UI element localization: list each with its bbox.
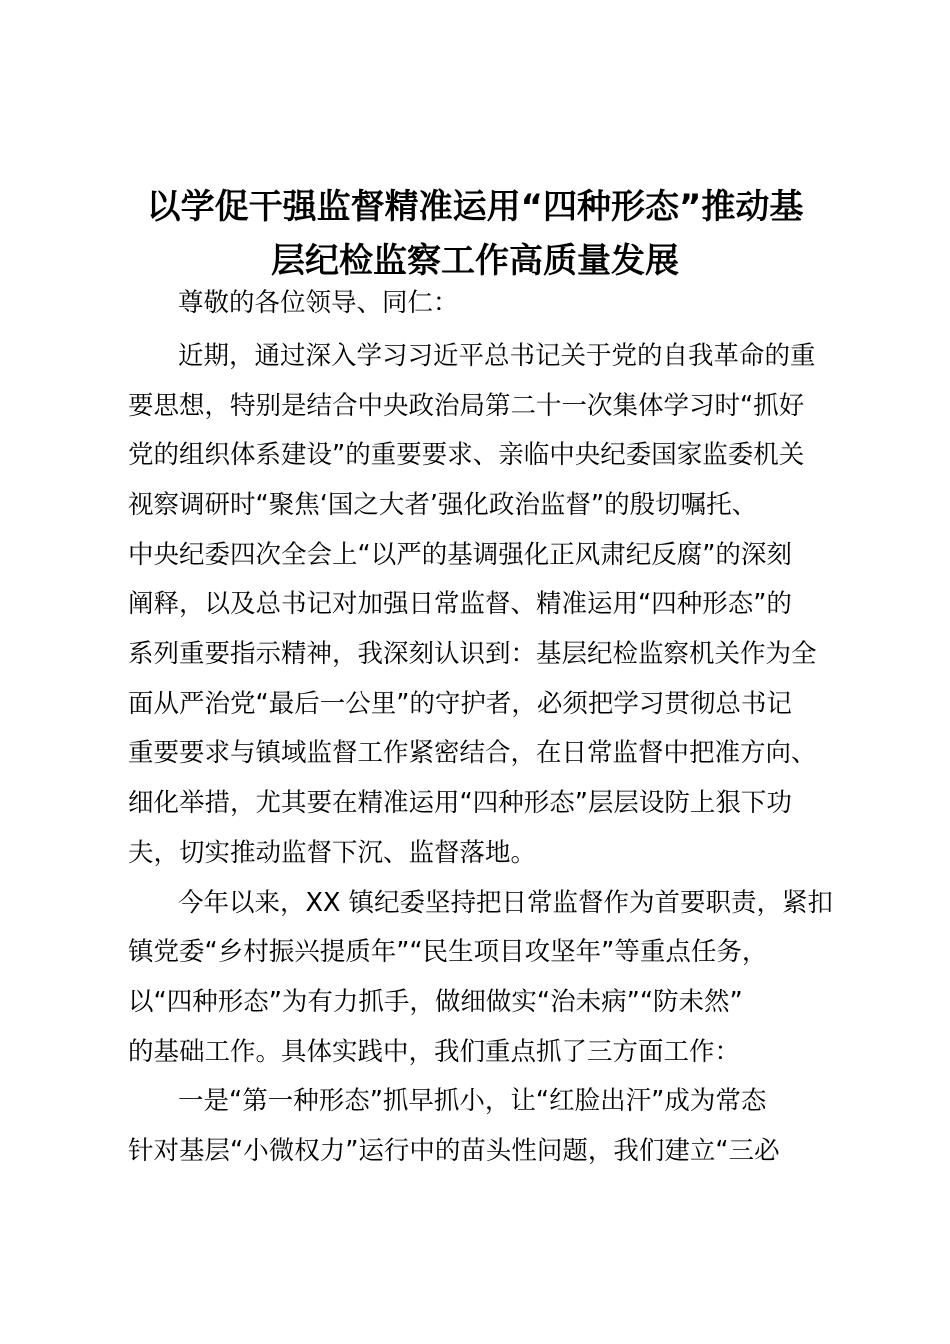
paragraph-line: 的基础工作。具体实践中，我们重点抓了三方面工作：: [128, 1037, 741, 1067]
paragraph-line: 面从严治党“最后一公里”的守护者，必须把学习贯彻总书记: [128, 689, 792, 719]
paragraph-line: 党的组织体系建设”的重要要求、亲临中央纪委国家监委机关: [128, 440, 805, 470]
title-line-1: 以学促干强监督精准运用“四种形态”推动基: [146, 187, 804, 227]
paragraph-line: 今年以来，XX 镇纪委坚持把日常监督作为首要职责，紧扣: [178, 888, 834, 918]
paragraph-line: 细化举措，尤其要在精准运用“四种形态”层层设防上狠下功: [128, 788, 792, 818]
paragraph-line: 视察调研时“聚焦‘国之大者’强化政治监督”的殷切嘱托、: [128, 490, 758, 520]
paragraph-line: 镇党委“乡村振兴提质年”“民生项目攻坚年”等重点任务，: [128, 937, 768, 967]
paragraph-line: 阐释，以及总书记对加强日常监督、精准运用“四种形态”的: [128, 589, 792, 619]
salutation: 尊敬的各位领导、同仁：: [178, 288, 459, 318]
paragraph-line: 以“四种形态”为有力抓手，做细做实“治未病”“防未然”: [128, 987, 743, 1017]
title-line-2: 层纪检监察工作高质量发展: [271, 241, 679, 281]
paragraph-line: 一是“第一种形态”抓早抓小，让“红脸出汗”成为常态: [178, 1086, 767, 1116]
paragraph-line: 系列重要指示精神，我深刻认识到：基层纪检监察机关作为全: [128, 639, 817, 669]
paragraph-line: 近期，通过深入学习习近平总书记关于党的自我革命的重: [178, 341, 816, 371]
document-title: [110, 180, 840, 288]
paragraph-line: 中央纪委四次全会上“以严的基调强化正风肃纪反腐”的深刻: [128, 540, 792, 570]
paragraph-line: 针对基层“小微权力”运行中的苗头性问题，我们建立“三必: [128, 1136, 780, 1166]
paragraph-line: 重要要求与镇域监督工作紧密结合，在日常监督中把准方向、: [128, 738, 817, 768]
paragraph-line: 夫，切实推动监督下沉、监督落地。: [128, 838, 537, 868]
paragraph-line: 要思想，特别是结合中央政治局第二十一次集体学习时“抓好: [128, 391, 805, 421]
